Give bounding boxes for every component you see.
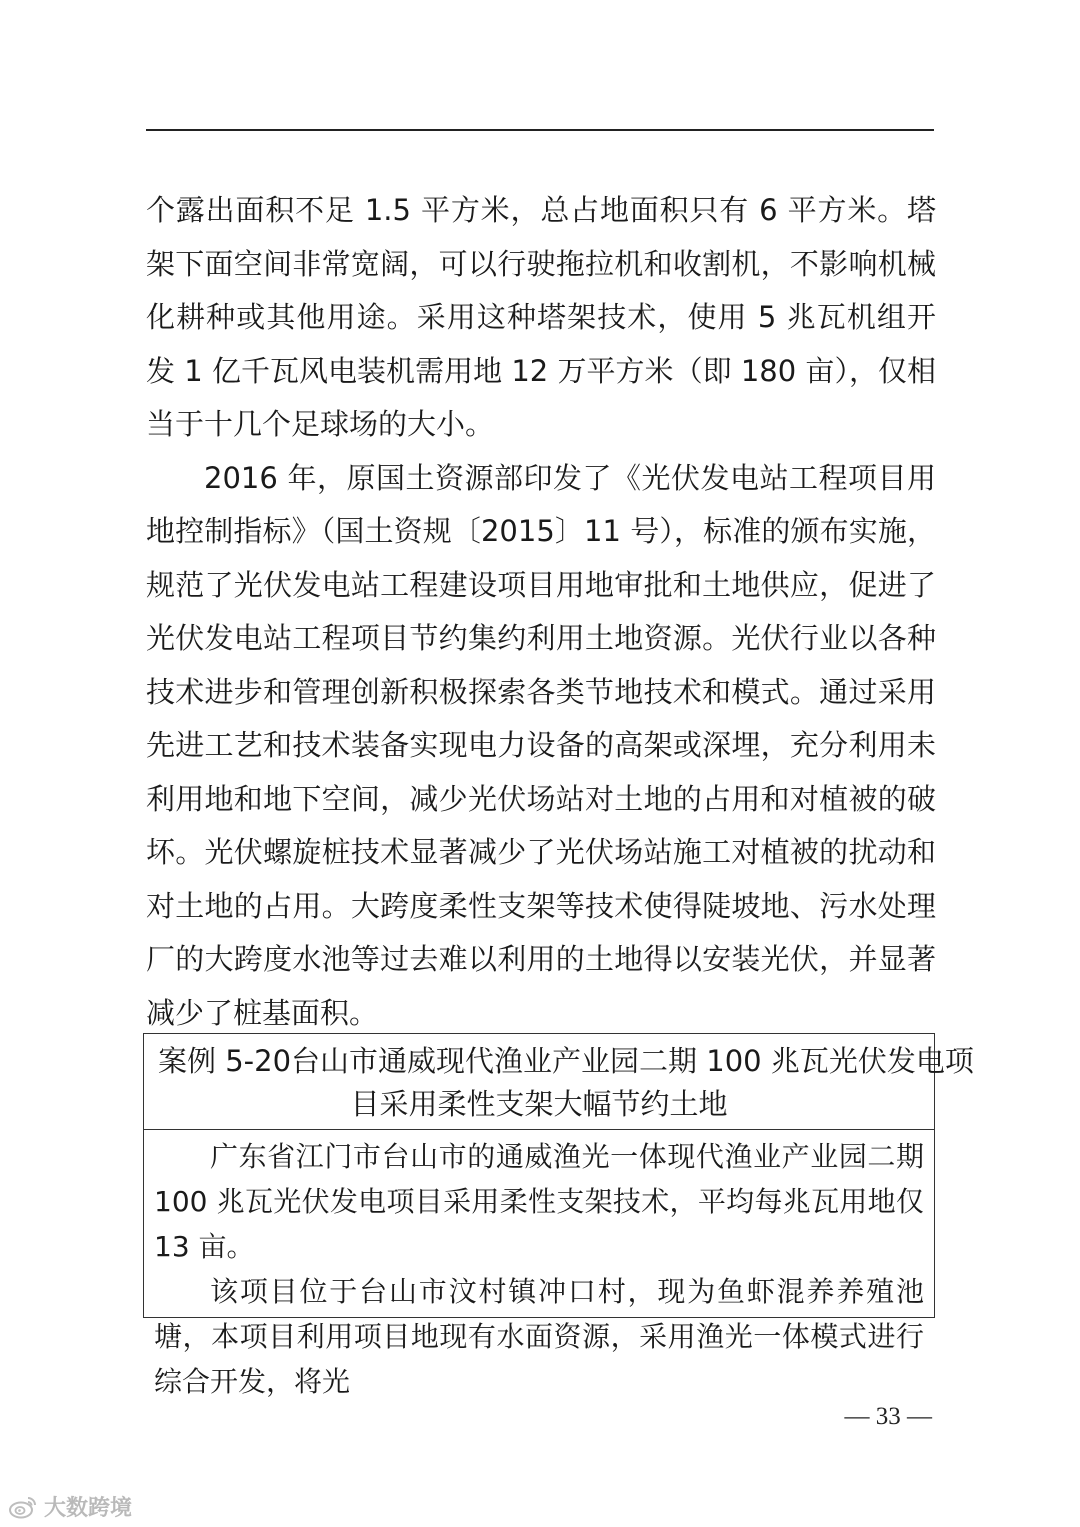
header-rule [146,129,934,131]
case-title [144,1034,974,1130]
watermark [8,1491,132,1522]
case-study-box [143,1033,974,1398]
case-title-line1: 台山市通威现代渔业产业园二期 100 兆瓦光伏发电项 [291,1044,974,1078]
weibo-logo-icon [8,1495,38,1519]
main-body-text [146,184,936,1040]
case-paragraph: 该项目位于台山市汶村镇冲口村，现为鱼虾混养养殖池塘，本项目利用项目地现有水面资源，采用渔光一体模式进行综合开发，将光 [154,1275,924,1398]
body-paragraph: 个露出面积不足 1.5 平方米，总占地面积只有 6 平方米。塔架下面空间非常宽阔，可以行驶拖拉机和收割机，不影响机械化耕种或其他用途。采用这种塔架技术，使用 5 兆瓦机组开发 1 亿千瓦风电装机需用地 12 万平方米（即 180 亩），仅相当于十几个足球场的大小。 [146,193,936,441]
case-title-line2: 目采用柔性支架大幅节约土地 [350,1087,728,1121]
case-paragraph: 广东省江门市台山市的通威渔光一体现代渔业产业园二期 100 兆瓦光伏发电项目采用柔性支架技术，平均每兆瓦用地仅 13 亩。 [154,1140,924,1263]
body-paragraph: 2016 年，原国土资源部印发了《光伏发电站工程项目用地控制指标》（国土资规〔2015〕11 号），标准的颁布实施，规范了光伏发电站工程建设项目用地审批和土地供应，促进了光伏发电站工程项目节约集约利用土地资源。光伏行业以各种技术进步和管理创新积极探索各类节地技术和模式。通过采用先进工艺和技术装备实现电力设备的高架或深埋，充分利用未利用地和地下空间，减少光伏场站对土地的占用和对植被的破坏。光伏螺旋桩技术显著减少了光伏场站施工对植被的扰动和对土地的占用。大跨度柔性支架等技术使得陡坡地、污水处理厂的大跨度水池等过去难以利用的土地得以安装光伏，并显著减少了桩基面积。 [146,460,936,1030]
page-number: — 33 — [844,1403,932,1430]
watermark-text: 大数跨境 [44,1496,133,1521]
case-body [144,1130,934,1404]
case-label: 案例 5-20 [158,1044,292,1078]
